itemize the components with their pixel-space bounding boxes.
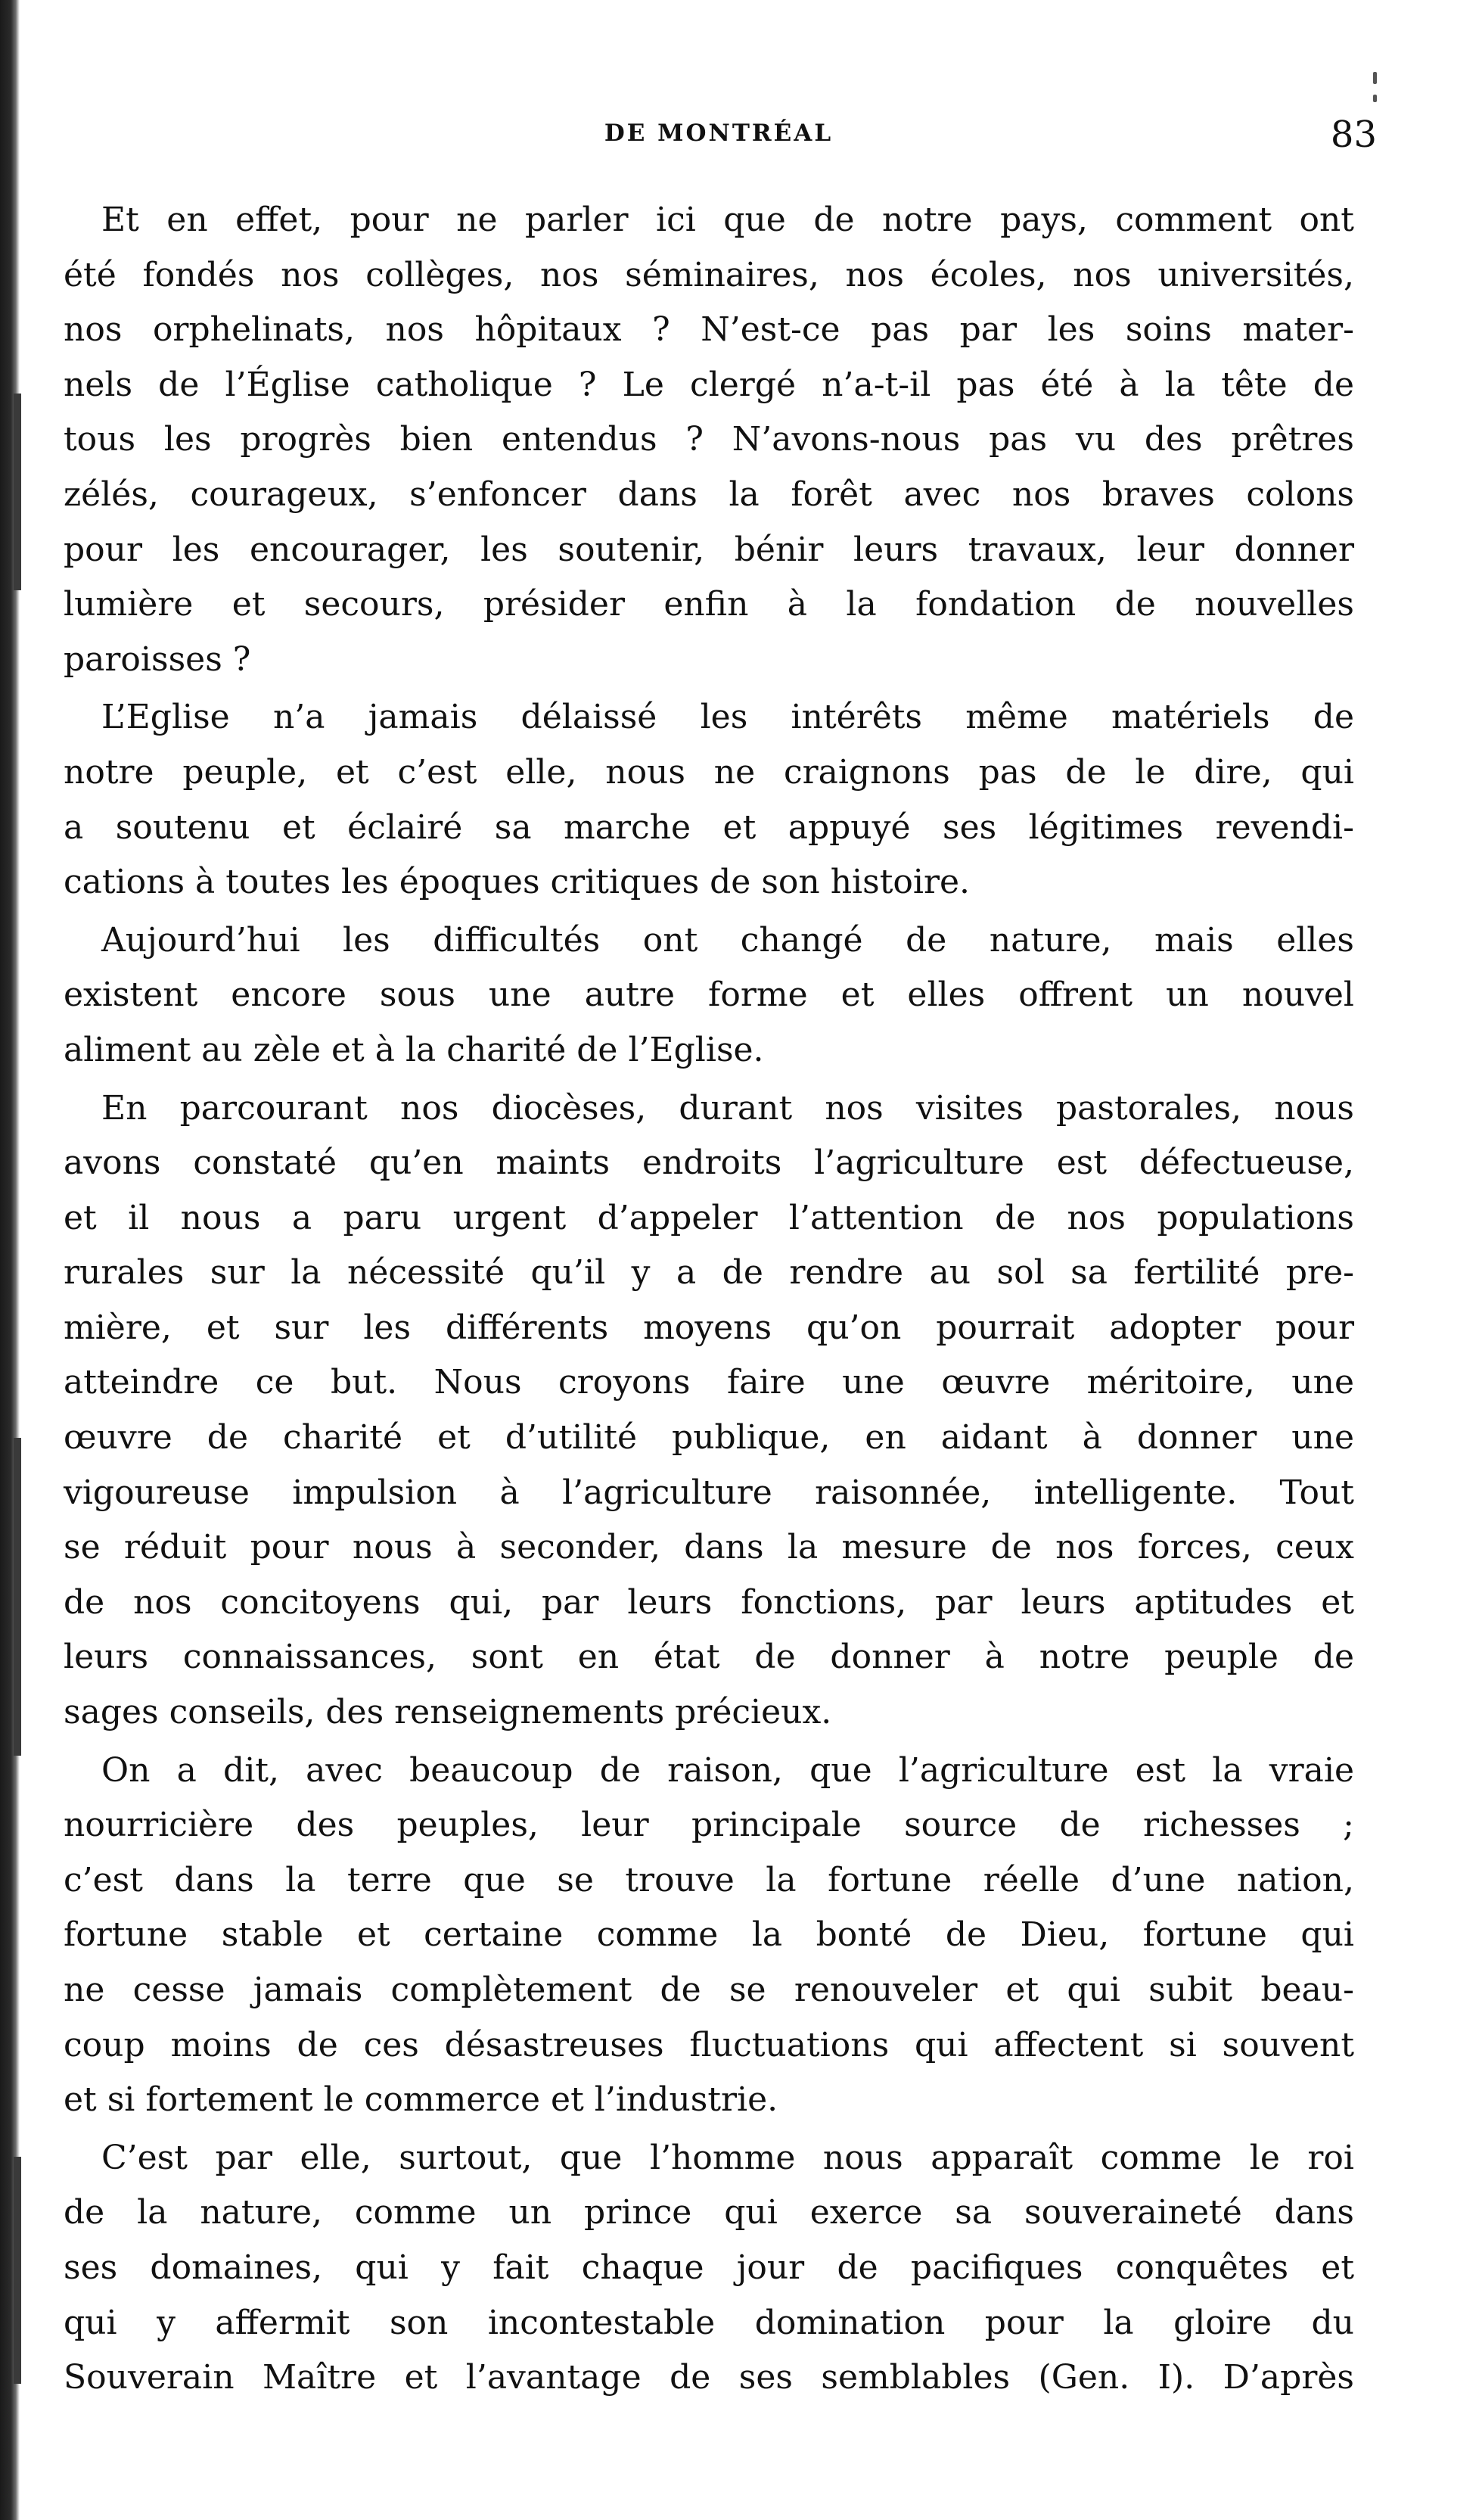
scan-speck (1373, 72, 1377, 84)
text-line: et si fortement le commerce et l’industrie. (64, 2080, 778, 2120)
paragraph (64, 1744, 1354, 2128)
running-title: DE MONTRÉAL (604, 120, 834, 147)
paragraph (64, 913, 1354, 1078)
text-line: notre peuple, et c’est elle, nous ne craignons pas de le dire, qui (64, 752, 1354, 792)
text-line: de nos concitoyens qui, par leurs fonctions, par leurs aptitudes et (64, 1582, 1354, 1622)
text-line: atteindre ce but. Nous croyons faire une œuvre méritoire, une (64, 1363, 1354, 1402)
text-line: se réduit pour nous à seconder, dans la mesure de nos forces, ceux (64, 1528, 1354, 1567)
text-line: nos orphelinats, nos hôpitaux ? N’est-ce pas par les soins mater- (64, 310, 1354, 350)
paragraph (64, 2131, 1354, 2406)
text-line: paroisses ? (64, 639, 251, 679)
text-line: ses domaines, qui y fait chaque jour de pacifiques conquêtes et (64, 2248, 1354, 2287)
running-head (61, 114, 1377, 166)
text-line: Aujourd’hui les difficultés ont changé de nature, mais elles (101, 920, 1354, 960)
text-line: En parcourant nos diocèses, durant nos visites pastorales, nous (101, 1088, 1354, 1128)
scan-speck (1373, 95, 1377, 102)
text-line: sages conseils, des renseignements précieux. (64, 1693, 832, 1732)
text-line: c’est dans la terre que se trouve la fortune réelle d’une nation, (64, 1860, 1354, 1899)
paragraph (64, 1081, 1354, 1741)
text-line: On a dit, avec beaucoup de raison, que l’agriculture est la vraie (101, 1750, 1354, 1790)
binding-streak (14, 394, 21, 590)
text-line: leurs connaissances, sont en état de donner à notre peuple de (64, 1638, 1354, 1677)
text-line: ne cesse jamais complètement de se renouveler et qui subit beau- (64, 1971, 1354, 2009)
text-line: zélés, courageux, s’enfoncer dans la forêt avec nos braves colons (64, 474, 1354, 514)
text-line: aliment au zèle et à la charité de l’Eglise. (64, 1030, 764, 1069)
paragraph (64, 690, 1354, 910)
text-line: cations à toutes les époques critiques de son histoire. (64, 863, 971, 902)
text-line: tous les progrès bien entendus ? N’avons-nous pas vu des prêtres (64, 420, 1354, 459)
text-line: vigoureuse impulsion à l’agriculture raisonnée, intelligente. Tout (64, 1473, 1354, 1512)
text-line: et il nous a paru urgent d’appeler l’attention de nos populations (64, 1198, 1354, 1237)
text-line: œuvre de charité et d’utilité publique, en aidant à donner une (64, 1418, 1354, 1458)
text-line: nels de l’Église catholique ? Le clergé n’a-t-il pas été à la tête de (64, 365, 1354, 404)
text-line: fortune stable et certaine comme la bonté de Dieu, fortune qui (64, 1915, 1354, 1955)
text-line: avons constaté qu’en maints endroits l’agriculture est défectueuse, (64, 1143, 1354, 1183)
text-line: mière, et sur les différents moyens qu’on pourrait adopter pour (64, 1308, 1354, 1347)
text-line: rurales sur la nécessité qu’il y a de rendre au sol sa fertilité pre- (64, 1253, 1354, 1293)
text-line: C’est par elle, surtout, que l’homme nous apparaît comme le roi (101, 2138, 1354, 2177)
body-text (64, 193, 1354, 2409)
text-line: a soutenu et éclairé sa marche et appuyé ses légitimes revendi- (64, 807, 1354, 847)
page-number: 83 (1330, 114, 1377, 156)
text-line: nourricière des peuples, leur principale source de richesses ; (64, 1806, 1354, 1845)
binding-streak (14, 2157, 21, 2384)
text-line: qui y affermit son incontestable domination pour la gloire du (64, 2303, 1354, 2342)
text-line: L’Eglise n’a jamais délaissé les intérêts même matériels de (101, 698, 1354, 737)
paragraph (64, 193, 1354, 687)
binding-streak (14, 1438, 21, 1756)
text-line: pour les encourager, les soutenir, bénir leurs travaux, leur donner (64, 530, 1354, 569)
text-line: de la nature, comme un prince qui exerce sa souveraineté dans (64, 2193, 1354, 2232)
text-line: existent encore sous une autre forme et elles offrent un nouvel (64, 975, 1354, 1015)
text-line: Et en effet, pour ne parler ici que de notre pays, comment ont (101, 201, 1354, 239)
text-line: lumière et secours, présider enfin à la fondation de nouvelles (64, 585, 1354, 624)
binding-edge (0, 0, 20, 2520)
text-line: coup moins de ces désastreuses fluctuations qui affectent si souvent (64, 2025, 1354, 2064)
text-line: Souverain Maître et l’avantage de ses semblables (Gen. I). D’après (64, 2358, 1354, 2397)
text-line: été fondés nos collèges, nos séminaires, nos écoles, nos universités, (64, 255, 1354, 294)
